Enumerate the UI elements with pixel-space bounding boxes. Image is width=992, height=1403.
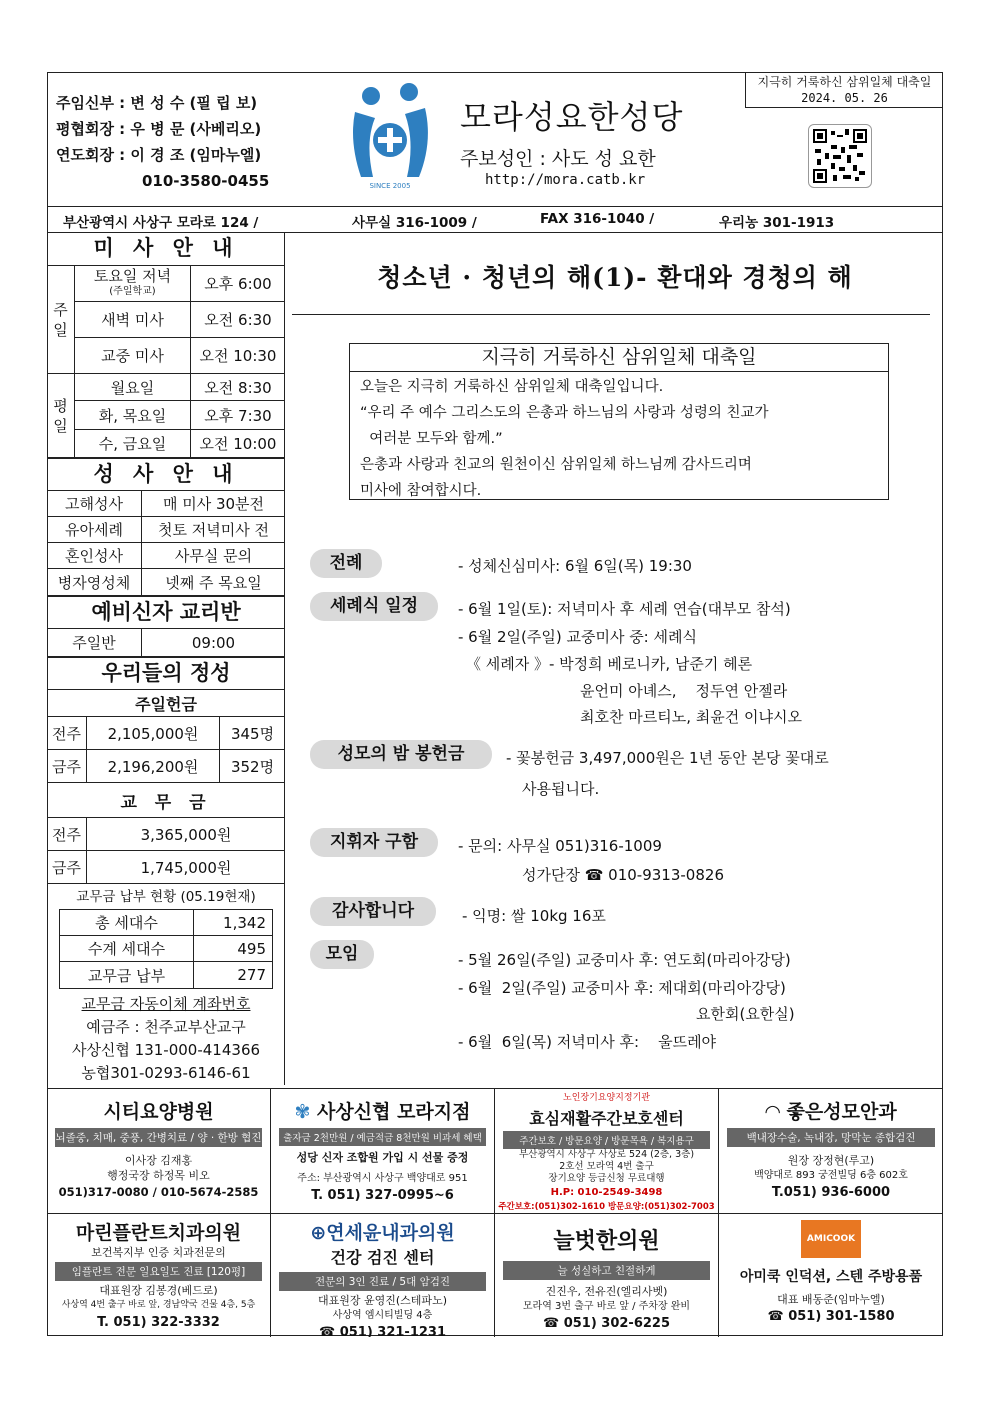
- ad-line: 2호선 모라역 4번 출구: [559, 1161, 654, 1172]
- ad-line: 주소: 부산광역시 사상구 백양대로 951: [297, 1173, 468, 1184]
- ad-band: 뇌졸중, 치매, 중풍, 간병치료 / 양 · 한방 협진: [55, 1128, 262, 1147]
- wed-fri-time: 오전 10:00: [191, 430, 285, 458]
- ad-phone: T. 051) 322-3332: [97, 1315, 220, 1330]
- sat-sub: (주일학교): [109, 285, 156, 297]
- left-sidebar: [47, 233, 285, 1085]
- feast-line: 은총과 사랑과 친교의 원천이신 삼위일체 하느님께 감사드리며: [360, 457, 752, 473]
- ad-band: 임플란트 전문 일요일도 진료 [120평]: [55, 1262, 262, 1281]
- account-shinhyup: 사상신협 131-000-414366: [71, 1041, 261, 1059]
- main-mass: 교중 미사: [75, 338, 191, 374]
- ad-line: 이사장 김재홍: [124, 1154, 193, 1167]
- sacrament-label: 유아세례: [47, 517, 142, 543]
- mass-schedule-title: 미 사 안 내: [47, 233, 285, 266]
- catechumen-time: 09:00: [142, 629, 285, 657]
- feast-line: 오늘은 지극히 거룩하신 삼위일체 대축일입니다.: [360, 379, 664, 395]
- ad-line: 모라역 3번 출구 바로 앞 / 주차장 완비: [522, 1301, 691, 1312]
- tue-thu-time: 오후 7:30: [191, 401, 285, 430]
- ad-subtitle: 건강 검진 센터: [330, 1248, 435, 1267]
- baptism-item: 윤언미 아녜스, 정두연 안젤라: [580, 682, 788, 700]
- bulletin-date: 2024. 05. 26: [801, 91, 888, 105]
- conductor-item: - 문의: 사무실 051)316-1009: [458, 837, 662, 855]
- sunday-label: 주 일: [47, 266, 75, 374]
- donation-account: 우리농 301-1913: [719, 215, 835, 231]
- main-time: 오전 10:30: [191, 338, 285, 374]
- ad-phone: ☎ 051) 321-1231: [318, 1325, 447, 1337]
- fax-number: FAX 316-1040 /: [540, 211, 655, 227]
- feast-line: “우리 주 예수 그리스도의 은총과 하느님의 사랑과 성령의 친교가: [360, 405, 769, 421]
- ad-phone: ☎ 051) 301-1580: [767, 1309, 895, 1324]
- baptism-item: 최호찬 마르티노, 최윤건 이냐시오: [580, 708, 802, 726]
- ad-marine-dental[interactable]: [47, 1213, 271, 1337]
- dues-title: 교 무 금: [47, 783, 285, 818]
- ad-line: 대표원장 윤영진(스테파노): [318, 1294, 447, 1307]
- may-night-item: 사용됩니다.: [522, 780, 600, 798]
- status-value: 495: [194, 936, 272, 962]
- meeting-item: - 5월 26일(주일) 교중미사 후: 연도회(마리아강당): [458, 951, 791, 969]
- conductor-heading: 지휘자 구함: [310, 828, 438, 857]
- monday-time: 오전 8:30: [191, 374, 285, 401]
- offering-people: 352명: [220, 750, 285, 783]
- pastor: 주임신부 : 변 성 수 (필 립 보): [56, 94, 258, 112]
- conductor-item: 성가단장 ☎ 010-9313-0826: [522, 866, 724, 884]
- dues-week-label: 전주: [47, 818, 87, 851]
- ad-yonsei-yoon-clinic[interactable]: [271, 1213, 495, 1337]
- website-link[interactable]: http://mora.catb.kr: [485, 172, 646, 188]
- thanks-heading: 감사합니다: [310, 897, 436, 926]
- qr-code-icon[interactable]: [808, 124, 872, 188]
- contact-phone: 010-3580-0455: [142, 172, 270, 190]
- meeting-item: 요한회(요한실): [696, 1005, 795, 1023]
- offering-amount: 2,105,000원: [87, 717, 220, 750]
- baptism-item: 《 세례자 》- 박정희 베로니카, 남준기 헤론: [466, 655, 753, 673]
- headline-divider: [292, 314, 930, 315]
- ad-band: 늘 성실하고 친절하게: [503, 1261, 710, 1280]
- offering-people: 345명: [220, 717, 285, 750]
- may-night-heading: 성모의 밤 봉헌금: [310, 740, 492, 769]
- status-label: 교무금 납부: [60, 962, 194, 988]
- ad-band: 전문의 3인 진료 / 5대 암검진: [279, 1272, 486, 1291]
- dues-amount: 3,365,000원: [87, 818, 285, 851]
- ad-band: 백내장수술, 녹내장, 망막눈 종합검진: [727, 1128, 935, 1147]
- sacrament-value: 첫토 저녁미사 전: [142, 517, 285, 543]
- status-value: 277: [237, 966, 266, 984]
- feast-date-box: [745, 72, 943, 108]
- eye-logo-icon: ◠: [765, 1101, 787, 1123]
- baptism-item: - 6월 2일(주일) 교중미사 중: 세례식: [458, 628, 697, 646]
- sunday-offering-title: 주일헌금: [47, 690, 285, 717]
- ad-line: 행정국장 하정목 비오: [107, 1169, 210, 1182]
- sacrament-label: 혼인성사: [47, 543, 142, 569]
- sacrament-value: 넷째 주 목요일: [142, 569, 285, 596]
- feast-message-box: [349, 343, 889, 500]
- ad-line: 원장 장정현(루고): [787, 1154, 875, 1167]
- women-chair: 연도회장 : 이 경 조 (임마누엘): [56, 146, 262, 164]
- ad-line: 사상역 엠시티빌딩 4층: [332, 1310, 433, 1321]
- offering-title: 우리들의 정성: [47, 657, 285, 690]
- meeting-item: - 6월 6일(목) 저녁미사 후: 울뜨레야: [458, 1033, 717, 1051]
- catechumen-title: 예비신자 교리반: [47, 596, 285, 629]
- ad-phone: T. 051) 327-0995~6: [311, 1188, 454, 1203]
- ad-name: 마린플란트치과의원: [75, 1222, 242, 1244]
- ad-mobile: H.P: 010-2549-3498: [550, 1187, 663, 1198]
- sacrament-title: 성 사 안 내: [47, 458, 285, 491]
- offering-week-label: 전주: [47, 717, 87, 750]
- saturday-evening: [75, 266, 191, 302]
- feast-message: [350, 372, 888, 506]
- ad-phone: 051)317-0080 / 010-5674-2585: [58, 1185, 259, 1199]
- thanks-item: - 익명: 쌀 10kg 16포: [462, 907, 606, 925]
- feast-line: 여러분 모두와 함께.”: [360, 431, 503, 447]
- ad-name: 늘벗한의원: [553, 1228, 660, 1254]
- tue-thu: 화, 목요일: [75, 401, 191, 430]
- status-label: 총 세대수: [60, 910, 194, 936]
- status-label: 수계 세대수: [60, 936, 194, 962]
- weekday-label: 평 일: [47, 374, 75, 458]
- ad-city-hospital[interactable]: [47, 1089, 271, 1213]
- ad-hyosim-center[interactable]: [495, 1089, 719, 1213]
- clinic-logo-icon: ⊕: [310, 1222, 327, 1244]
- ad-top-label: 노인장기요양지정기관: [563, 1093, 650, 1103]
- ad-good-eye-clinic[interactable]: [719, 1089, 943, 1213]
- dues-status-title: 교무금 납부 현황 (05.19현재): [76, 889, 256, 905]
- auto-transfer-title: 교무금 자동이체 계좌번호: [81, 995, 251, 1013]
- ad-name: 아미쿡 인덕션, 스텐 주방용품: [739, 1269, 923, 1285]
- ad-line: 사상역 4번 출구 바로 앞, 경남약국 건물 4층, 5층: [61, 1300, 256, 1310]
- ad-name: ✾ 사상신협 모라지점: [294, 1101, 471, 1123]
- clergy-info: [56, 90, 269, 194]
- feast-line: 미사에 참여합시다.: [360, 483, 482, 499]
- dues-week-label: 금주: [47, 851, 87, 884]
- ad-line: 보건복지부 인증 치과전문의: [91, 1246, 226, 1259]
- office-phone: 사무실 316-1009 /: [352, 215, 477, 231]
- page-headline: 청소년 · 청년의 해(1)- 환대와 경청의 해: [377, 263, 853, 292]
- ad-name: ◠ 좋은성모안과: [765, 1101, 897, 1123]
- address: 부산광역시 사상구 모라로 124 /: [63, 215, 259, 231]
- ad-line: 대표 배동준(임마누엘): [777, 1293, 885, 1306]
- may-night-item: - 꽃봉헌금 3,497,000원은 1년 동안 본당 꽃대로: [506, 749, 829, 767]
- ad-line: 장기요양 등급신청 무료대행: [548, 1173, 665, 1184]
- liturgy-heading: 전례: [310, 549, 382, 578]
- address-bar: [47, 206, 943, 233]
- amicook-logo: AMICOOK: [801, 1220, 861, 1258]
- baptism-heading: 세례식 일정: [310, 592, 438, 621]
- ad-line: 대표원장 김봉경(베드로): [99, 1284, 218, 1297]
- account-holder: 예금주 : 천주교부산교구: [86, 1018, 246, 1036]
- catechumen-class: 주일반: [47, 629, 142, 657]
- ad-band: 출자금 2천만원 / 예금적금 8천만원 비과세 혜택: [279, 1128, 486, 1146]
- patron-saint: 주보성인 : 사도 성 요한: [460, 148, 656, 170]
- dawn-time: 오전 6:30: [191, 302, 285, 338]
- feast-label: 지극히 거룩하신 삼위일체 대축일: [757, 75, 932, 89]
- ad-line: 진진우, 전유진(엘리사벳): [545, 1285, 668, 1298]
- ad-phone: T.051) 936-6000: [771, 1185, 891, 1200]
- baptism-item: - 6월 1일(토): 저녁미사 후 세례 연습(대부모 참석): [458, 600, 791, 618]
- feast-box-title: 지극히 거룩하신 삼위일체 대축일: [350, 344, 888, 372]
- status-value: 1,342: [194, 910, 272, 936]
- ad-name: 시티요양병원: [103, 1101, 214, 1123]
- logo-since: SINCE 2005: [369, 182, 411, 190]
- offering-amount: 2,196,200원: [87, 750, 220, 783]
- account-nonghyup: 농협301-0293-6146-61: [81, 1064, 251, 1082]
- dues-status-table: [59, 909, 273, 989]
- credit-union-logo-icon: ✾: [294, 1101, 318, 1123]
- sacrament-label: 고해성사: [47, 491, 142, 517]
- dawn-mass: 새벽 미사: [75, 302, 191, 338]
- auto-transfer-info: [47, 993, 285, 1085]
- dues-amount: 1,745,000원: [87, 851, 285, 884]
- sacrament-value: 매 미사 30분전: [142, 491, 285, 517]
- ad-line: 성당 신자 조합원 가입 시 선물 증정: [296, 1151, 469, 1164]
- sacrament-label: 병자영성체: [47, 569, 142, 596]
- meeting-heading: 모임: [310, 940, 374, 969]
- ad-name: 효심재활주간보호센터: [529, 1109, 684, 1128]
- offering-week-label: 금주: [47, 750, 87, 783]
- wed-fri: 수, 금요일: [75, 430, 191, 458]
- sat-time: 오후 6:00: [191, 266, 285, 302]
- ad-amicook[interactable]: [719, 1213, 943, 1337]
- ad-neulbeot-clinic[interactable]: [495, 1213, 719, 1337]
- ad-sasang-credit-union[interactable]: [271, 1089, 495, 1213]
- liturgy-item: - 성체신심미사: 6월 6일(목) 19:30: [458, 557, 692, 575]
- ad-phone: 주간보호:(051)302-1610 방문요양:(051)302-7003: [498, 1202, 715, 1212]
- council-chair: 평협회장 : 우 병 문 (사베리오): [56, 120, 262, 138]
- ad-name: ⊕연세윤내과의원: [310, 1222, 455, 1244]
- church-name: 모라성요한성당: [460, 98, 684, 136]
- ad-line: 부산광역시 사상구 사상로 524 (2층, 3층): [518, 1149, 695, 1160]
- monday: 월요일: [75, 374, 191, 401]
- sacrament-value: 사무실 문의: [142, 543, 285, 569]
- meeting-item: - 6월 2일(주일) 교중미사 후: 제대회(마리아강당): [458, 979, 786, 997]
- ad-phone: ☎ 051) 302-6225: [542, 1316, 671, 1331]
- advertisement-grid: [47, 1088, 943, 1336]
- church-logo: [347, 82, 433, 194]
- ad-line: 백양대로 893 궁전빌딩 6층 602호: [754, 1170, 908, 1181]
- ad-band: 주간보호 / 방문요양 / 방문목욕 / 복지용구: [503, 1131, 710, 1149]
- sat-label: 토요일 저녁: [93, 266, 172, 285]
